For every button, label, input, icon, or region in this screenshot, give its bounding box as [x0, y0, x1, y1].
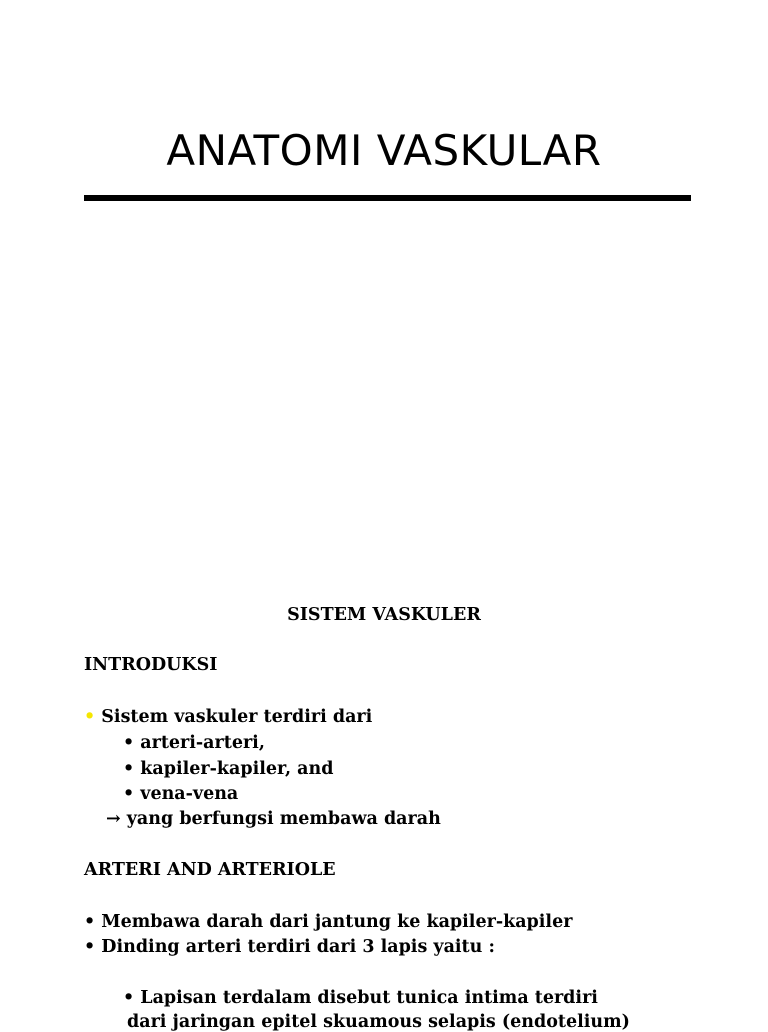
function-note: → yang berfungsi membawa darah [106, 809, 441, 829]
page-title: ANATOMI VASKULAR [166, 126, 602, 175]
list-item: • arteri-arteri, [123, 733, 265, 753]
introduksi-lead [84, 709, 372, 727]
list-item: • kapiler-kapiler, and [123, 759, 334, 779]
section-title: SISTEM VASKULER [287, 605, 481, 625]
list-item: • Lapisan terdalam disebut tunica intima terdiri [123, 988, 598, 1008]
list-item: • vena-vena [123, 784, 239, 804]
introduksi-heading: INTRODUKSI [84, 655, 218, 675]
list-item-continuation: dari jaringan epitel skuamous selapis (endotelium) [127, 1012, 630, 1032]
arteri-heading: ARTERI AND ARTERIOLE [84, 860, 336, 880]
list-item: • Dinding arteri terdiri dari 3 lapis yaitu : [84, 937, 495, 957]
title-underline [84, 195, 691, 201]
bullet-icon: • [84, 707, 96, 727]
introduksi-lead-text: Sistem vaskuler terdiri dari [101, 707, 373, 727]
list-item: • Membawa darah dari jantung ke kapiler-kapiler [84, 912, 573, 932]
